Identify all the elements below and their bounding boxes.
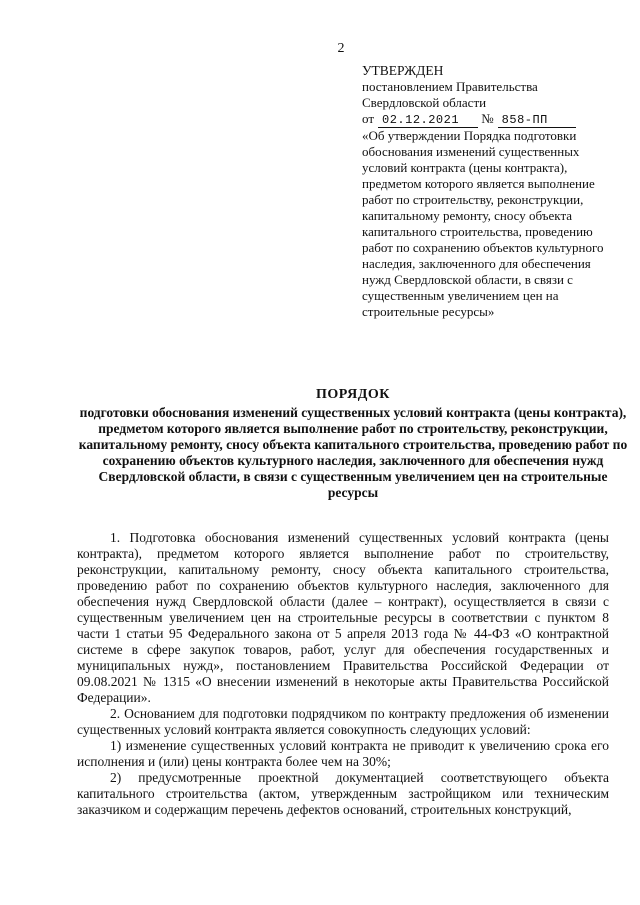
approval-line-2: Свердловской области [362,95,487,110]
date-prefix: от [362,111,375,126]
number-sign: № [481,111,494,126]
decree-title: «Об утверждении Порядка подготовки обоснования изменений существенных условий контракта (цены контракта), предметом которого является выполнение работ по строительству, реконструкции, капитальному ремонту, сносу объекта капитального строительства, проведению работ по сохранению объектов культурного наследия, заключенного для обеспечения нужд Свердловской области, в связи с существенным увеличением цен на строительные ресурсы» [362,128,604,319]
document-title: ПОРЯДОК [316,387,390,402]
approval-date-line [362,111,612,128]
decree-date: 02.12.2021 [378,113,478,128]
approval-line-1: постановлением Правительства [362,79,538,94]
approval-block [362,63,612,320]
document-body [77,530,609,818]
decree-number: 858-ПП [498,113,576,128]
document-subtitle: подготовки обоснования изменений существенных условий контракта (цены контракта), предметом которого является выполнение работ по строительству, реконструкции, капитальному ремонту, сносу объекта капитального строительства, проведению работ по сохранению объектов культурного наследия, заключенного для обеспечения нужд Свердловской области, в связи с существенным увеличением цен на строительные ресурсы [78,405,628,500]
paragraph: 2) предусмотренные проектной документацией соответствующего объекта капитального строительства (актом, утвержденным застройщиком или техническим заказчиком и содержащим перечень дефектов оснований, строительных конструкций, [77,770,609,817]
paragraph: 1) изменение существенных условий контракта не приводит к увеличению срока его исполнения и (или) цены контракта более чем на 30%; [77,738,609,769]
page-number: 2 [337,41,345,56]
approval-heading: УТВЕРЖДЕН [362,63,444,78]
paragraph: 2. Основанием для подготовки подрядчиком по контракту предложения об изменении существенных условий контракта является совокупность следующих условий: [77,706,609,737]
title-block [78,386,628,501]
paragraph: 1. Подготовка обоснования изменений существенных условий контракта (цены контракта), предметом которого является выполнение работ по строительству, реконструкции, капитальному ремонту, сносу объекта капитального строительства, проведению работ по сохранению объектов культурного наследия, заключенного для обеспечения нужд Свердловской области (далее – контракт), осуществляется в связи с существенным увеличением цен на строительные ресурсы в соответствии с пунктом 8 части 1 статьи 95 Федерального закона от 5 апреля 2013 года № 44-ФЗ «О контрактной системе в сфере закупок товаров, работ, услуг для обеспечения государственных и муниципальных нужд», постановлением Правительства Российской Федерации от 09.08.2021 № 1315 «О внесении изменений в некоторые акты Правительства Российской Федерации». [77,530,609,705]
